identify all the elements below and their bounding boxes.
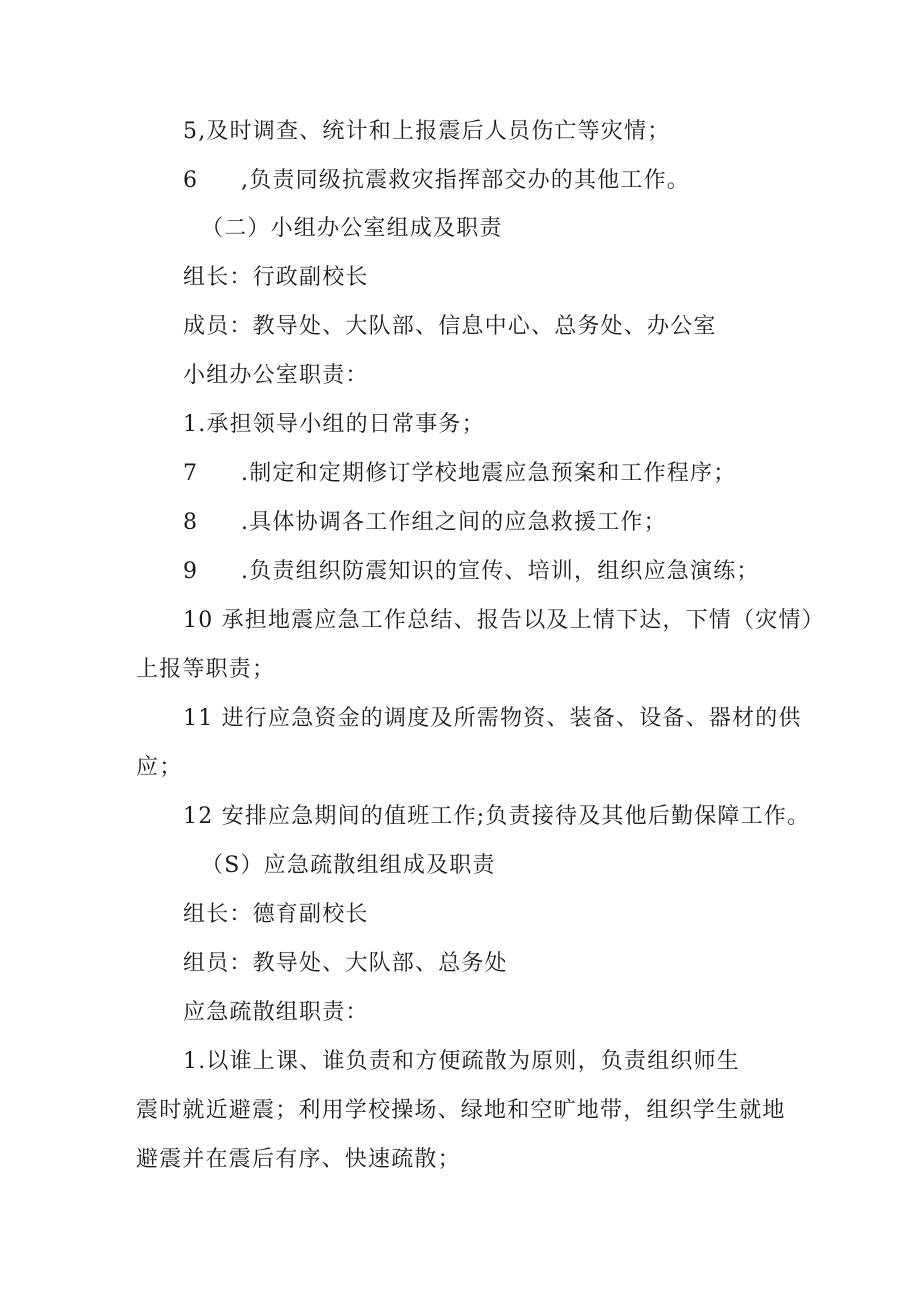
paragraph-number: 7 (183, 461, 199, 486)
paragraph-text: 12 安排应急期间的值班工作;负责接待及其他后勤保障工作。 (183, 804, 811, 829)
paragraph-text: 应急疏散组职责： (183, 1000, 369, 1025)
paragraph-item-6 (183, 166, 690, 196)
evacuation-duties-heading (183, 998, 369, 1028)
group-leader-line (183, 263, 369, 293)
paragraph-item-1 (183, 410, 485, 440)
paragraph-text: 小组办公室职责： (183, 363, 369, 388)
paragraph-text: .具体协调各工作组之间的应急救援工作； (241, 510, 667, 535)
paragraph-text: 1.承担领导小组的日常事务； (183, 412, 485, 437)
paragraph-text: 1.以谁上课、谁负责和方便疏散为原则，负责组织师生 (183, 1049, 740, 1074)
section-heading-text: （S）应急疏散组组成及职责 (201, 853, 496, 878)
paragraph-text: .负责组织防震知识的宣传、培训，组织应急演练； (241, 559, 760, 584)
paragraph-item-5 (183, 117, 670, 147)
paragraph-item-11 (183, 704, 802, 734)
section-heading-2 (201, 214, 503, 244)
paragraph-text: 组长：行政副校长 (183, 265, 369, 290)
section-heading-text: （二）小组办公室组成及职责 (201, 216, 503, 241)
paragraph-text: 11 进行应急资金的调度及所需物资、装备、设备、器材的供 (183, 706, 802, 731)
evacuation-item-1-continuation (136, 1096, 786, 1126)
section-heading-3 (201, 851, 496, 881)
paragraph-text: 5,及时调查、统计和上报震后人员伤亡等灾情； (183, 119, 671, 144)
paragraph-number: 9 (183, 559, 199, 584)
evacuation-leader-line (183, 900, 369, 930)
paragraph-text: 10 承担地震应急工作总结、报告以及上情下达，下情（灾情） (183, 608, 825, 633)
office-duties-heading (183, 361, 369, 391)
paragraph-text: 成员：教导处、大队部、信息中心、总务处、办公室 (183, 314, 717, 339)
paragraph-text: .制定和定期修订学校地震应急预案和工作程序； (241, 461, 737, 486)
paragraph-number: 8 (183, 510, 199, 535)
paragraph-text: 组长：德育副校长 (183, 902, 369, 927)
paragraph-text: 震时就近避震；利用学校操场、绿地和空旷地带，组织学生就地 (136, 1098, 786, 1123)
paragraph-item-12 (183, 802, 810, 832)
evacuation-item-1 (183, 1047, 740, 1077)
paragraph-item-11-continuation (136, 753, 182, 783)
group-members-line (183, 312, 717, 342)
paragraph-text: 避震并在震后有序、快速疏散； (136, 1147, 461, 1172)
evacuation-members-line (183, 949, 508, 979)
paragraph-item-8 (183, 508, 667, 538)
paragraph-text: 上报等职责； (136, 657, 276, 682)
paragraph-text: 应； (136, 755, 183, 780)
paragraph-item-9 (183, 557, 760, 587)
paragraph-text: 组员：教导处、大队部、总务处 (183, 951, 508, 976)
paragraph-text: ,负责同级抗震救灾指挥部交办的其他工作。 (241, 168, 690, 193)
paragraph-item-7 (183, 459, 736, 489)
evacuation-item-1-continuation-2 (136, 1145, 461, 1175)
paragraph-item-10 (183, 606, 825, 636)
paragraph-number: 6 (183, 168, 199, 193)
paragraph-item-10-continuation (136, 655, 275, 685)
